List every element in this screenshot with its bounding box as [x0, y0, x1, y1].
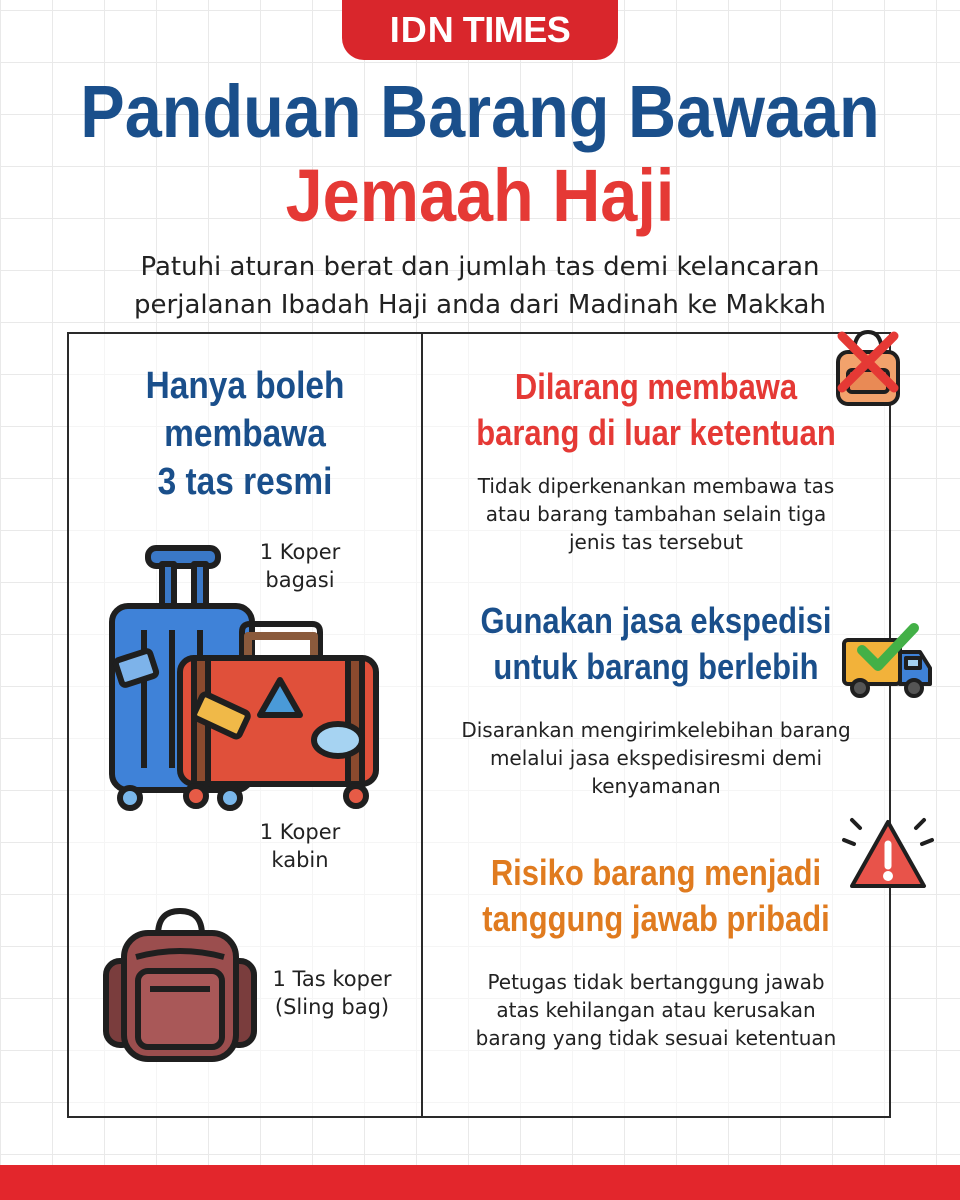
rule-1-text — [430, 472, 882, 556]
left-heading — [69, 362, 421, 506]
label-koper-bagasi-line2: bagasi — [265, 568, 335, 592]
label-sling-bag — [262, 965, 402, 1021]
rule-2-text-line3: kenyamanan — [591, 774, 721, 798]
brand-logo — [342, 0, 618, 60]
page-title-line1: Panduan Barang Bawaan — [80, 70, 880, 153]
subtitle — [40, 248, 920, 324]
rule-3-heading — [430, 850, 882, 942]
label-koper-kabin-line2: kabin — [271, 848, 329, 872]
label-koper-kabin — [245, 818, 355, 874]
rule-3-text-line1: Petugas tidak bertanggung jawab — [487, 970, 825, 994]
rule-3-text-line3: barang yang tidak sesuai ketentuan — [475, 1026, 837, 1050]
label-koper-kabin-line1: 1 Koper — [259, 820, 341, 844]
forbidden-bag-icon — [832, 324, 904, 408]
rule-3-heading-line2: tanggung jawab pribadi — [482, 898, 830, 939]
rule-3-text-line2: atas kehilangan atau kerusakan — [496, 998, 816, 1022]
rule-2-heading-line2: untuk barang berlebih — [493, 646, 819, 687]
rule-2-heading-line1: Gunakan jasa ekspedisi — [480, 600, 832, 641]
column-divider — [421, 332, 423, 1118]
warning-icon — [838, 808, 938, 894]
suitcases-icon — [100, 540, 390, 820]
delivery-truck-check-icon — [840, 620, 936, 704]
rule-1-heading-line1: Dilarang membawa — [514, 366, 798, 407]
label-sling-bag-line1: 1 Tas koper — [272, 967, 392, 991]
subtitle-line1: Patuhi aturan berat dan jumlah tas demi kelancaran — [140, 252, 820, 282]
label-koper-bagasi-line1: 1 Koper — [259, 540, 341, 564]
left-heading-line2: membawa — [164, 413, 326, 455]
brand-logo-part1: IDN — [389, 9, 455, 50]
rule-1-text-line3: jenis tas tersebut — [568, 530, 744, 554]
backpack-icon — [100, 905, 260, 1065]
page-title-line2: Jemaah Haji — [285, 154, 675, 237]
rule-1-heading-line2: barang di luar ketentuan — [476, 412, 836, 453]
footer-bar — [0, 1165, 960, 1200]
label-sling-bag-line2: (Sling bag) — [274, 995, 390, 1019]
brand-logo-part2: TIMES — [462, 9, 571, 50]
left-heading-line1: Hanya boleh — [145, 365, 345, 407]
rule-3-text — [430, 968, 882, 1052]
rule-2-text — [430, 716, 882, 800]
rule-1-text-line1: Tidak diperkenankan membawa tas — [477, 474, 835, 498]
rule-3-heading-line1: Risiko barang menjadi — [490, 852, 822, 893]
rule-2-heading — [430, 598, 882, 690]
rule-1-text-line2: atau barang tambahan selain tiga — [485, 502, 827, 526]
rule-1-heading — [430, 364, 882, 456]
left-heading-line3: 3 tas resmi — [157, 461, 333, 503]
subtitle-line2: perjalanan Ibadah Haji anda dari Madinah ke Makkah — [134, 290, 826, 320]
rule-2-text-line1: Disarankan mengirimkelebihan barang — [461, 718, 851, 742]
rule-2-text-line2: melalui jasa ekspedisiresmi demi — [489, 746, 823, 770]
